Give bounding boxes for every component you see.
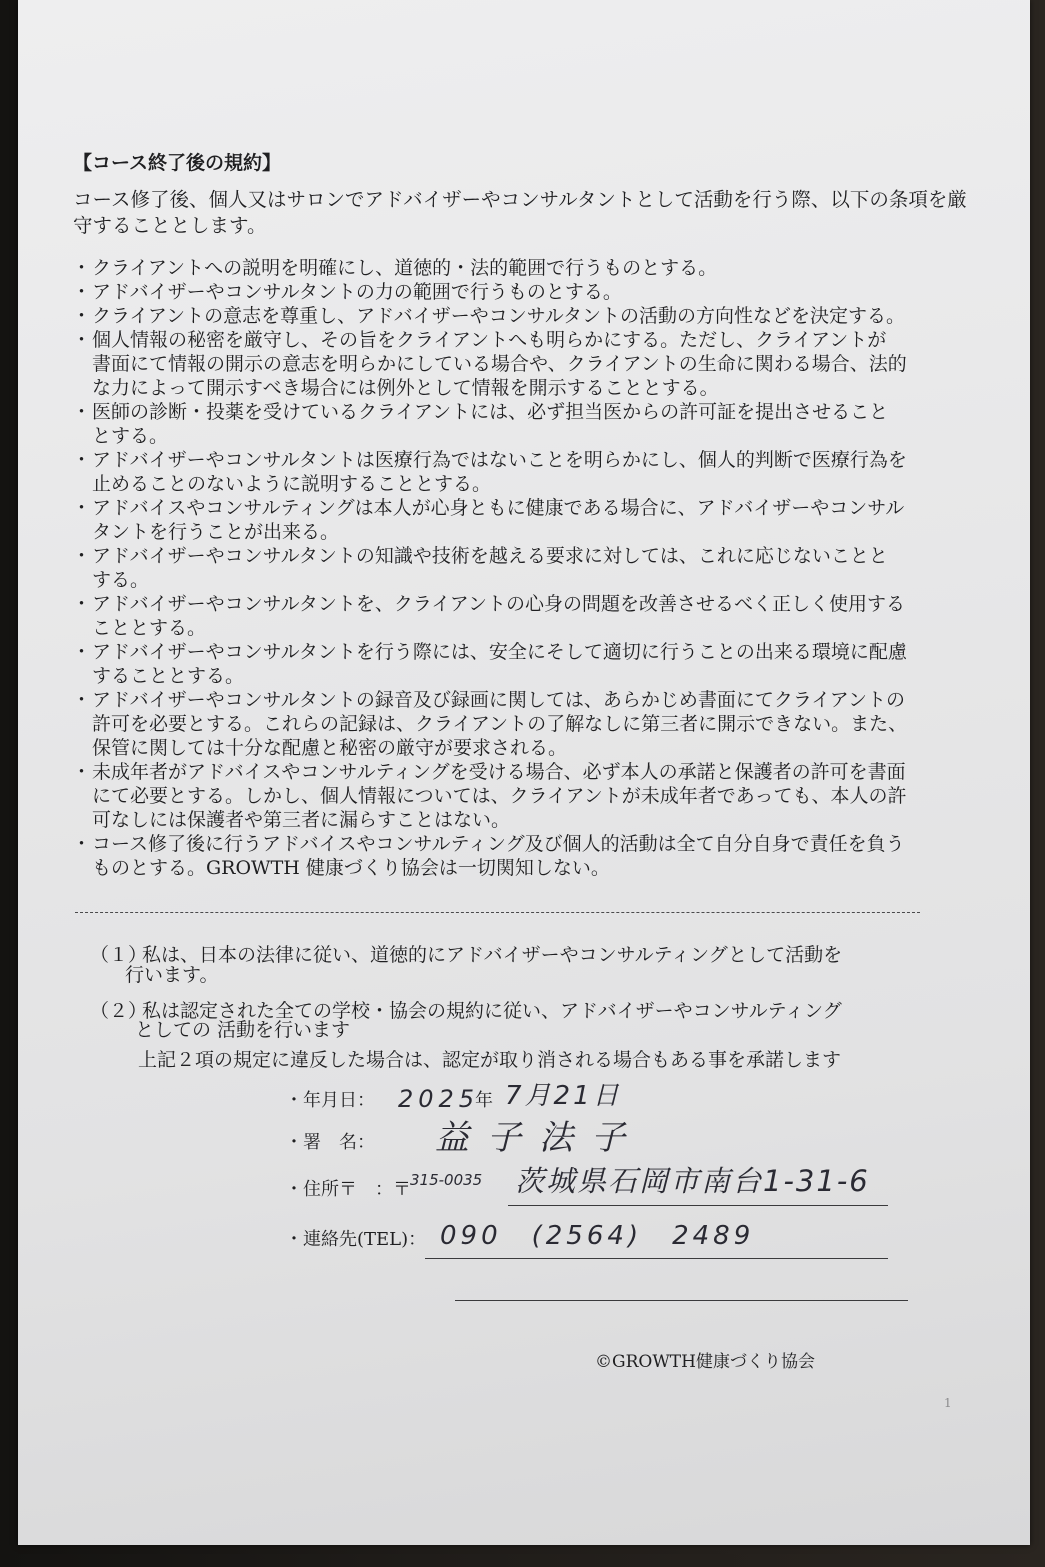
term-item-line: タントを行うことが出来る。	[92, 521, 340, 543]
blank-underline	[455, 1300, 908, 1301]
postal-code-handwritten: 315-0035	[410, 1171, 483, 1189]
phone-underline	[425, 1258, 888, 1259]
term-item	[72, 400, 907, 448]
term-item	[72, 448, 907, 496]
address-handwritten: 茨城県石岡市南台1-31-6	[515, 1164, 870, 1198]
bullet-mark: ・	[72, 329, 92, 351]
bullet-mark: ・	[72, 593, 92, 615]
bullet-mark: ・	[72, 449, 92, 471]
declaration-line: 私は認定された全ての学校・協会の規約に従い、アドバイザーやコンサルティング	[142, 1000, 842, 1022]
signature-handwritten: 益子法子	[435, 1118, 643, 1158]
term-item-line: 未成年者がアドバイスやコンサルティングを受ける場合、必ず本人の承諾と保護者の許可を書面	[92, 761, 906, 783]
term-item-line: クライアントの意志を尊重し、アドバイザーやコンサルタントの活動の方向性などを決定する。	[92, 305, 906, 327]
copyright-footer: ©GROWTH健康づくり協会	[595, 1352, 815, 1372]
term-item-line: 止めることのないように説明することとする。	[92, 473, 492, 495]
term-item	[72, 640, 907, 688]
term-item-line: する。	[92, 569, 150, 591]
term-item-line: アドバイザーやコンサルタントを、クライアントの心身の問題を改善させるべく正しく使用する	[92, 593, 906, 615]
term-item-line: クライアントへの説明を明確にし、道徳的・法的範囲で行うものとする。	[92, 257, 718, 279]
term-item-line: アドバイザーやコンサルタントの録音及び録画に関しては、あらかじめ書面にてクライアントの	[92, 689, 906, 711]
section-divider	[75, 912, 920, 913]
date-month-day-handwritten: 7月21日	[505, 1081, 622, 1111]
bullet-mark: ・	[72, 401, 92, 423]
term-item-line: こととする。	[92, 617, 207, 639]
bullet-mark: ・	[72, 281, 92, 303]
signature-label: ・署 名：	[285, 1132, 375, 1153]
date-year-unit: 年	[475, 1090, 493, 1111]
term-item	[72, 496, 907, 544]
term-item-line: とする。	[92, 425, 169, 447]
term-item-line: コース修了後に行うアドバイスやコンサルティング及び個人的活動は全て自分自身で責任を負う	[92, 833, 905, 855]
term-item	[72, 592, 907, 640]
declaration-line: 行います。	[125, 964, 219, 986]
term-item-line: アドバイザーやコンサルタントの力の範囲で行うものとする。	[92, 281, 622, 303]
bullet-mark: ・	[72, 257, 92, 279]
term-item	[72, 280, 907, 304]
bullet-mark: ・	[72, 689, 92, 711]
term-item-line: 保管に関しては十分な配慮と秘密の厳守が要求される。	[92, 737, 568, 759]
intro-text	[73, 187, 967, 239]
address-underline	[508, 1205, 888, 1206]
term-item-line: にて必要とする。しかし、個人情報については、クライアントが未成年者であっても、本人の許	[92, 785, 907, 807]
term-item-line: アドバイザーやコンサルタントの知識や技術を越える要求に対しては、これに応じないことと	[92, 545, 888, 567]
terms-list	[72, 256, 907, 880]
term-item	[72, 256, 907, 280]
page-number: 1	[944, 1396, 952, 1410]
term-item-line: ものとする。GROWTH 健康づくり協会は一切関知しない。	[92, 857, 610, 879]
bullet-mark: ・	[72, 545, 92, 567]
term-item-line: アドバイスやコンサルティングは本人が心身ともに健康である場合に、アドバイザーやコンサル	[92, 497, 905, 519]
term-item-line: 書面にて情報の開示の意志を明らかにしている場合や、クライアントの生命に関わる場合、法的	[92, 353, 907, 375]
date-label: ・年月日：	[285, 1090, 375, 1111]
declaration-line: としての 活動を行います	[135, 1019, 351, 1041]
address-label: ・住所〒 ：〒	[285, 1179, 411, 1200]
bullet-mark: ・	[72, 761, 92, 783]
bullet-mark: ・	[72, 497, 92, 519]
declaration-label: （２）	[90, 1000, 148, 1022]
phone-handwritten: 090 (2564) 2489	[440, 1221, 755, 1251]
term-item	[72, 544, 907, 592]
phone-label: ・連絡先(TEL)：	[285, 1229, 427, 1250]
consent-statement: 上記２項の規定に違反した場合は、認定が取り消される場合もある事を承諾します	[138, 1049, 842, 1071]
declaration-line: 私は、日本の法律に従い、道徳的にアドバイザーやコンサルティングとして活動を	[142, 944, 843, 966]
term-item	[72, 328, 907, 400]
term-item	[72, 304, 907, 328]
term-item-line: アドバイザーやコンサルタントは医療行為ではないことを明らかにし、個人的判断で医療行為を	[92, 449, 907, 471]
bullet-mark: ・	[72, 305, 92, 327]
term-item-line: することとする。	[92, 665, 245, 687]
declaration-label: （１）	[90, 944, 148, 966]
term-item-line: 個人情報の秘密を厳守し、その旨をクライアントへも明らかにする。ただし、クライアントが	[92, 329, 887, 351]
term-item-line: 医師の診断・投薬を受けているクライアントには、必ず担当医からの許可証を提出させること	[92, 401, 889, 423]
bullet-mark: ・	[72, 641, 92, 663]
document-title: 【コース終了後の規約】	[73, 152, 282, 174]
term-item	[72, 760, 907, 832]
term-item-line: 許可を必要とする。これらの記録は、クライアントの了解なしに第三者に開示できない。また、	[92, 713, 908, 735]
bullet-mark: ・	[72, 833, 92, 855]
intro-text-line: コース修了後、個人又はサロンでアドバイザーやコンサルタントとして活動を行う際、以下の条項を厳	[73, 188, 967, 211]
date-year-handwritten: 2025	[398, 1085, 480, 1113]
term-item-line: 可なしには保護者や第三者に漏らすことはない。	[92, 809, 511, 831]
term-item-line: アドバイザーやコンサルタントを行う際には、安全にそして適切に行うことの出来る環境に配慮	[92, 641, 907, 663]
term-item-line: な力によって開示すべき場合には例外として情報を開示することとする。	[92, 377, 719, 399]
term-item	[72, 688, 907, 760]
intro-text-line: 守することとします。	[73, 214, 267, 237]
term-item	[72, 832, 907, 880]
